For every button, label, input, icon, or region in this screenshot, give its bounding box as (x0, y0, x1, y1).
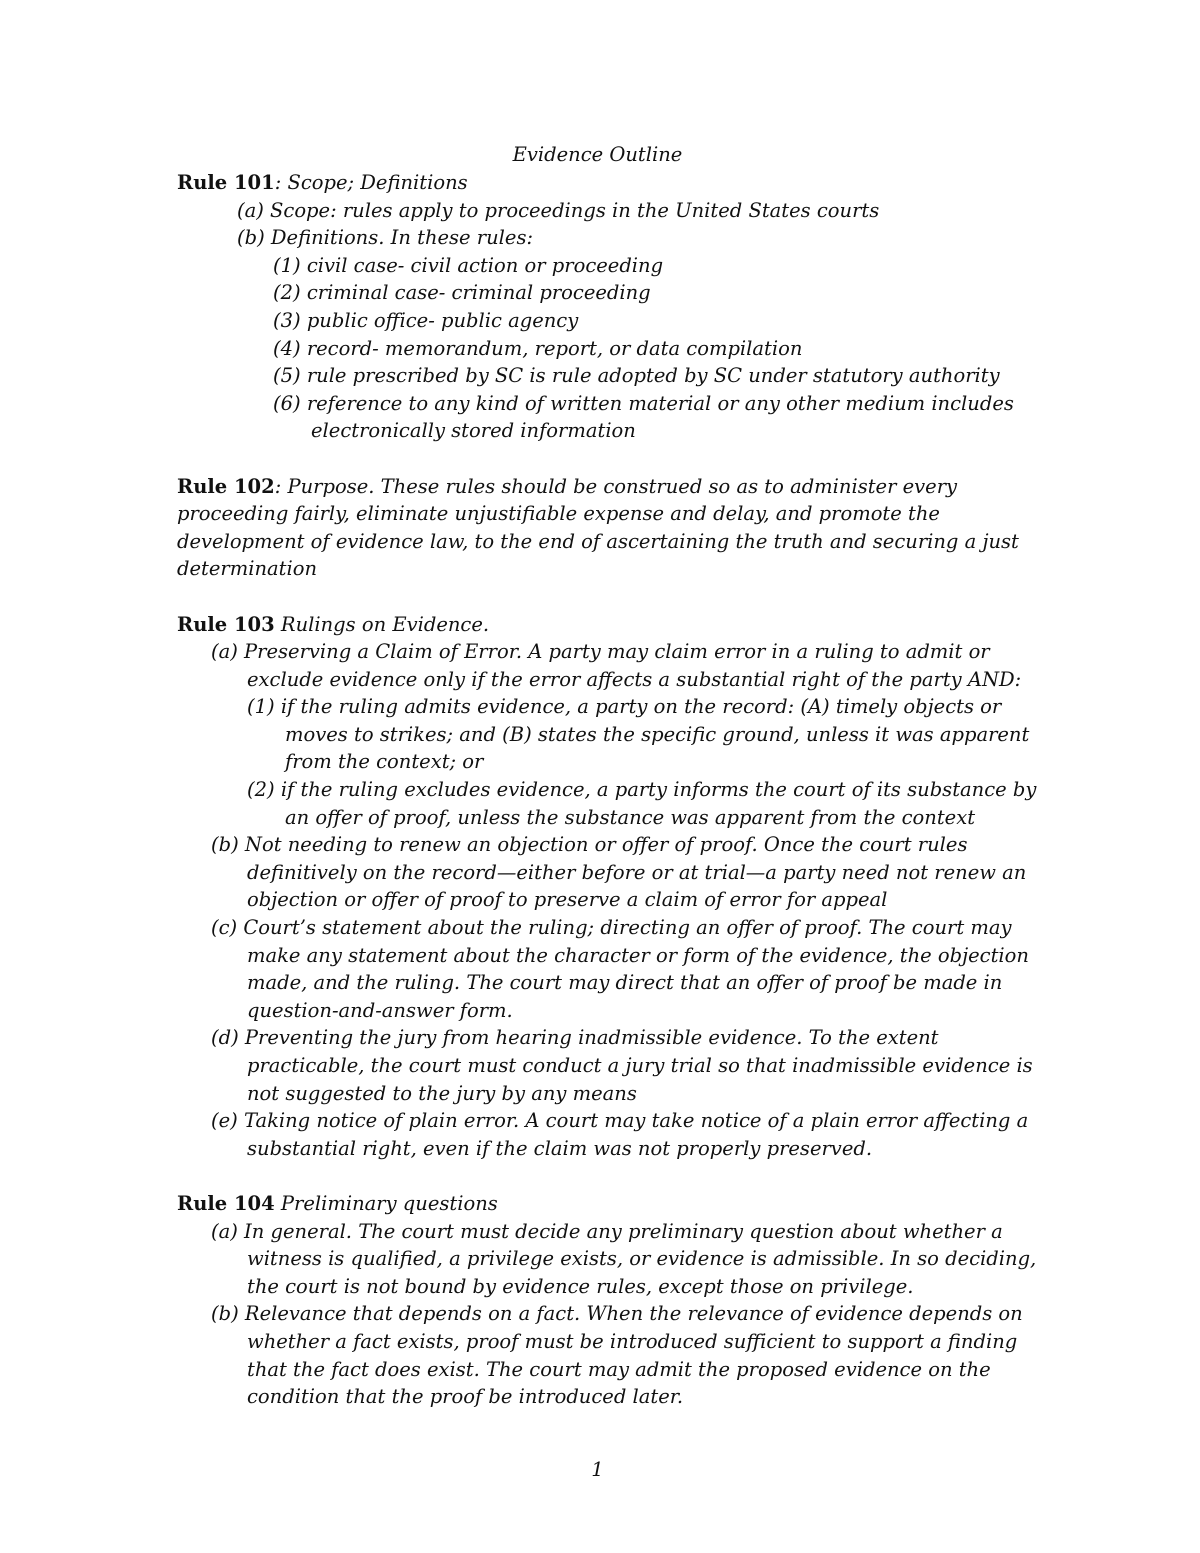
document-body (177, 169, 1037, 1438)
sub-list-item: (3) public office- public agency (273, 308, 579, 332)
sub-list-item: (1) civil case- civil action or proceeding (273, 253, 664, 277)
rule-title: Rulings on Evidence. (274, 612, 490, 636)
sub-list-item: (1) if the ruling admits evidence, a party on the record: (A) timely objects or moves to strikes; and (B) states the specific ground, unless it was apparent from the context; or (247, 695, 1030, 774)
rule-number: Rule 102 (177, 474, 275, 498)
sub-list-item: (4) record- memorandum, report, or data compilation (273, 336, 803, 360)
list-item: (a) Scope: rules apply to proceedings in the United States courts (237, 198, 880, 222)
rule-title: : Scope; Definitions (274, 171, 468, 194)
list-item: (b) Not needing to renew an objection or offer of proof. Once the court rules definitively on the record—either before or at trial—a party need not renew an objection or offer of proof to preserve a claim of error for appeal (211, 833, 1027, 912)
rule-number: Rule 104 (177, 1191, 275, 1215)
list-item: (b) Definitions. In these rules: (237, 226, 534, 250)
rule-103-section (177, 611, 1037, 1163)
sub-list-item: (2) if the ruling excludes evidence, a party informs the court of its substance by an offer of proof, unless the substance was apparent from the context (247, 778, 1037, 829)
page-number: 1 (591, 1458, 604, 1481)
rule-number: Rule 103 (177, 612, 275, 636)
rule-101-heading (177, 169, 1037, 197)
sub-list-item: (2) criminal case- criminal proceeding (273, 281, 651, 305)
rule-102-paragraph (177, 473, 1037, 583)
list-item: (d) Preventing the jury from hearing inadmissible evidence. To the extent practicable, the court must conduct a jury trial so that inadmissible evidence is not suggested to the jury by any means (211, 1026, 1033, 1105)
sub-list-item: (5) rule prescribed by SC is rule adopted by SC under statutory authority (273, 364, 1000, 388)
rule-102-section (177, 473, 1037, 583)
rule-104-section (177, 1190, 1037, 1411)
list-item: (e) Taking notice of plain error. A court may take notice of a plain error affecting a substantial right, even if the claim was not properly preserved. (211, 1109, 1029, 1160)
list-item: (a) In general. The court must decide any preliminary question about whether a witness is qualified, a privilege exists, or evidence is admissible. In so deciding, the court is not bound by evidence rules, except those on privilege. (211, 1219, 1037, 1298)
sub-list-item: (6) reference to any kind of written material or any other medium includes electronically stored information (273, 391, 1014, 443)
rule-title: Preliminary questions (274, 1191, 498, 1215)
rule-103-heading (177, 611, 1037, 639)
rule-number: Rule 101 (177, 171, 275, 194)
list-item: (b) Relevance that depends on a fact. When the relevance of evidence depends on whether a fact exists, proof must be introduced sufficient to support a finding that the fact does exist. The court may admit the proposed evidence on the condition that the proof be introduced later. (211, 1302, 1023, 1409)
list-item: (a) Preserving a Claim of Error. A party may claim error in a ruling to admit or exclude evidence only if the error affects a substantial right of the party AND: (211, 640, 1022, 691)
rule-text: : Purpose. These rules should be construed so as to administer every proceeding fairly, eliminate unjustifiable expense and delay, and promote the development of evidence law, to the end of ascertaining the truth and securing a just determination (177, 474, 1019, 581)
rule-104-heading (177, 1190, 1037, 1218)
document-title: Evidence Outline (512, 143, 683, 166)
list-item: (c) Court’s statement about the ruling; directing an offer of proof. The court may make any statement about the character or form of the evidence, the objection made, and the ruling. The court may direct that an offer of proof be made in question-and-answer form. (211, 916, 1029, 1022)
rule-101-section (177, 169, 1037, 445)
